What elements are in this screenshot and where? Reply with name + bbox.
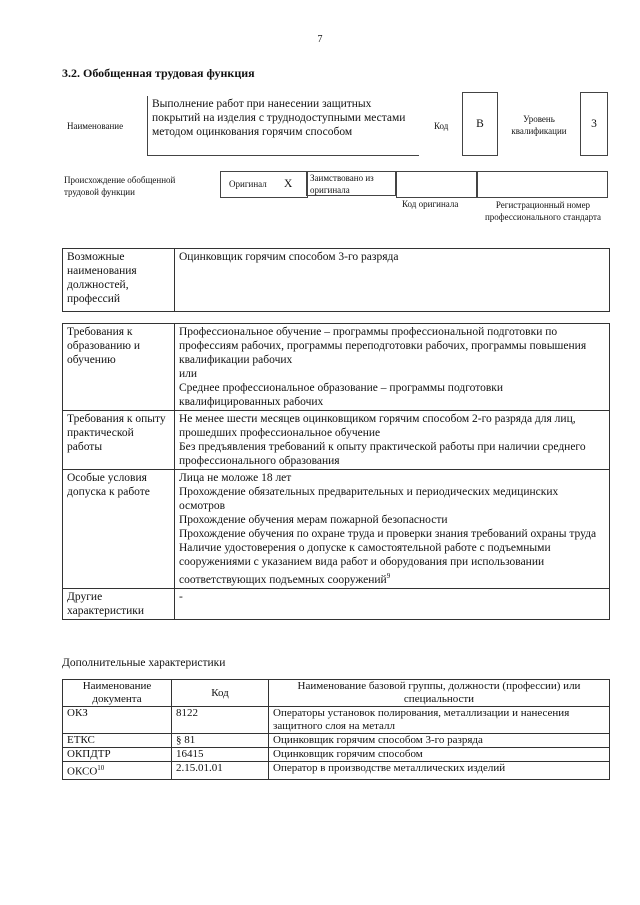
req-education-row	[63, 324, 610, 411]
original-box	[220, 171, 308, 198]
col-header-name: Наименование базовой группы, должности (профессии) или специальности	[269, 680, 610, 707]
page-number: 7	[317, 34, 323, 45]
doc-cell	[63, 762, 172, 780]
req-line: Прохождение обязательных предварительных и периодических медицинских осмотров	[179, 486, 559, 512]
level-label: Уровень квалификации	[511, 114, 567, 136]
req-line: Среднее профессиональное образование – программы подготовки квалифицированных рабочих	[179, 382, 504, 408]
req-label: Особые условия допуска к работе	[63, 470, 175, 589]
borrowed-label: Заимствовано из оригинала	[306, 171, 396, 196]
name-cell: Операторы установок полирования, металлизации и нанесения защитного слоя на металл	[269, 707, 610, 734]
level-value: 3	[580, 92, 608, 156]
req-line: Прохождение обучения мерам пожарной безопасности	[179, 514, 448, 526]
table-row	[63, 762, 610, 780]
req-line: Наличие удостоверения о допуске к самостоятельной работе с подъемными сооружениями с указанием вида работ и оборудования при использовании соответствующих подъемных сооружений	[179, 542, 551, 586]
table-row	[63, 734, 610, 748]
code-value: B	[462, 92, 498, 156]
table-row	[63, 707, 610, 734]
req-admission-row	[63, 470, 610, 589]
req-label: Требования к образованию и обучению	[63, 324, 175, 411]
footnote-marker: 10	[97, 764, 105, 772]
section-title: 3.2. Обобщенная трудовая функция	[62, 66, 255, 80]
col-header-code: Код	[172, 680, 269, 707]
col-header-doc: Наименование документа	[63, 680, 172, 707]
code-cell: § 81	[172, 734, 269, 748]
code-cell: 8122	[172, 707, 269, 734]
code-original-box	[396, 171, 478, 198]
name-label: Наименование	[67, 121, 124, 131]
doc-cell: ОКЗ	[63, 707, 172, 734]
req-label: Требования к опыту практической работы	[63, 411, 175, 470]
req-line: Без предъявления требований к опыту практической работы при наличии среднего профессионального образования	[179, 441, 586, 467]
code-cell: 16415	[172, 748, 269, 762]
additional-header-row	[63, 680, 610, 707]
name-cell: Оператор в производстве металлических изделий	[269, 762, 610, 780]
table-row	[63, 748, 610, 762]
positions-value: Оцинковщик горячим способом 3-го разряда	[175, 249, 610, 312]
req-line: Лица не моложе 18 лет	[179, 472, 292, 484]
doc-text: ОКСО	[67, 765, 98, 778]
additional-table	[62, 679, 610, 780]
code-cell: 2.15.01.01	[172, 762, 269, 780]
code-original-label: Код оригинала	[402, 199, 459, 209]
req-line: -	[175, 588, 610, 619]
additional-title: Дополнительные характеристики	[62, 657, 226, 669]
code-label: Код	[434, 121, 449, 131]
origin-label: Происхождение обобщенной трудовой функции	[64, 175, 176, 197]
original-mark: X	[284, 178, 293, 190]
req-line: Профессиональное обучение – программы профессиональной подготовки по профессиям рабочих, программы переподготовки рабочих, программы повышения квалификации рабочих	[179, 326, 587, 366]
req-label: Другие характеристики	[63, 588, 175, 619]
req-experience-row	[63, 411, 610, 470]
name-cell: Оцинковщик горячим способом 3-го разряда	[269, 734, 610, 748]
req-other-row	[63, 588, 610, 619]
original-label: Оригинал	[229, 179, 267, 189]
footnote-marker: 9	[386, 572, 391, 580]
positions-label: Возможные наименования должностей, профессий	[63, 249, 175, 312]
function-name: Выполнение работ при нанесении защитных покрытий на изделия с труднодоступными местами методом оцинкования горячим способом	[147, 96, 419, 156]
doc-cell: ЕТКС	[63, 734, 172, 748]
reg-number-label: Регистрационный номер профессионального стандарта	[484, 200, 602, 222]
positions-table	[62, 248, 610, 312]
reg-number-box	[476, 171, 608, 198]
name-cell: Оцинковщик горячим способом	[269, 748, 610, 762]
req-line: Не менее шести месяцев оцинковщиком горячим способом 2-го разряда для лиц, прошедших профессиональное обучение	[179, 413, 576, 439]
req-line: или	[179, 368, 198, 380]
req-line: Прохождение обучения по охране труда и проверки знания требований охраны труда	[179, 528, 597, 540]
requirements-table	[62, 323, 610, 620]
doc-cell: ОКПДТР	[63, 748, 172, 762]
